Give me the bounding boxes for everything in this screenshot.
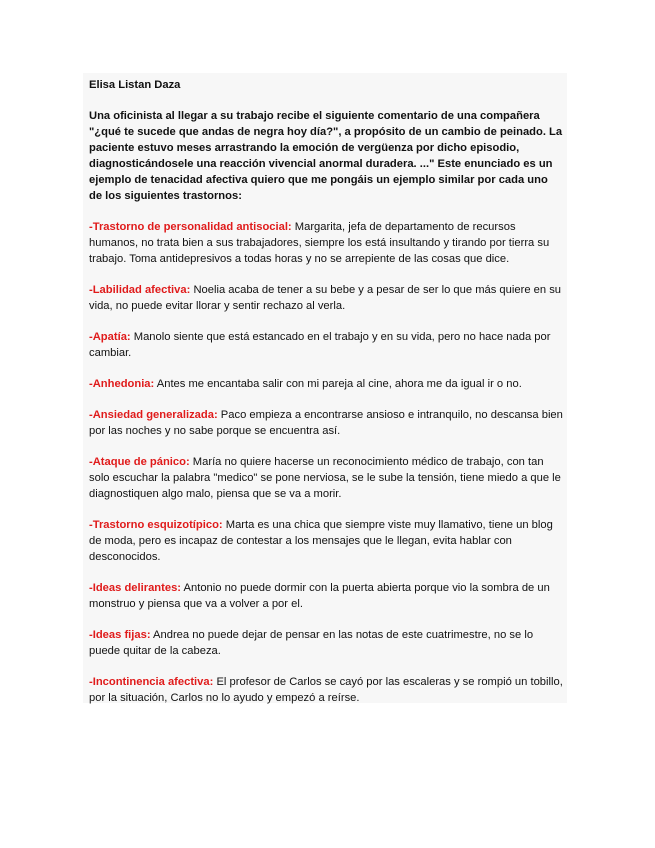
item-term: -Ideas fijas: — [89, 629, 151, 641]
list-item — [89, 454, 563, 502]
item-term: -Trastorno de personalidad antisocial: — [89, 221, 292, 233]
list-item — [89, 376, 563, 392]
item-term: -Ansiedad generalizada: — [89, 409, 218, 421]
list-item — [89, 282, 563, 314]
item-term: -Trastorno esquizotípico: — [89, 519, 223, 531]
item-term: -Apatía: — [89, 331, 131, 343]
item-text: Noelia acaba de tener a su bebe y a pesar de ser lo que más quiere en su vida, no puede evitar llorar y sentir rechazo al verla. — [89, 284, 562, 312]
item-term: -Ideas delirantes: — [89, 582, 182, 594]
item-text: Antonio no puede dormir con la puerta abierta porque vio la sombra de un monstruo y piensa que va a volver a por el. — [89, 582, 550, 610]
item-text: Paco empieza a encontrarse ansioso e intranquilo, no descansa bien por las noches y no sabe porque se encuentra así. — [89, 409, 563, 437]
item-text: María no quiere hacerse un reconocimiento médico de trabajo, con tan solo escuchar la palabra "medico" se pone nerviosa, se le sube la tensión, tiene miedo a que le diagnostiquen algo malo, piensa que se va a morir. — [89, 456, 561, 500]
list-item — [89, 674, 563, 706]
list-item — [89, 517, 563, 565]
list-item — [89, 407, 563, 439]
item-text: Margarita, jefa de departamento de recursos humanos, no trata bien a sus trabajadores, siempre los está insultando y tirando por tierra su trabajo. Toma antidepresivos a todas horas y no se arrepiente de las cosas que dice. — [89, 221, 550, 265]
item-text: Manolo siente que está estancado en el trabajo y en su vida, pero no hace nada por cambiar. — [89, 331, 551, 359]
intro-paragraph: Una oficinista al llegar a su trabajo recibe el siguiente comentario de una compañera "¿qué te sucede que andas de negra hoy día?", a propósito de un cambio de peinado. La paciente estuvo meses arrastrando la emoción de vergüenza por dicho episodio, diagnosticándosele una reacción vivencial anormal duradera. ..." Este enunciado es un ejemplo de tenacidad afectiva quiero que me pongáis un ejemplo similar por cada uno de los siguientes trastornos: — [89, 110, 563, 202]
author-name: Elisa Listan Daza — [89, 79, 181, 91]
item-text: Marta es una chica que siempre viste muy llamativo, tiene un blog de moda, pero es incapaz de contestar a los mensajes que le llegan, evita hablar con desconocidos. — [89, 519, 553, 563]
list-item — [89, 219, 563, 267]
list-item — [89, 580, 563, 612]
item-text: Antes me encantaba salir con mi pareja al cine, ahora me da igual ir o no. — [154, 378, 522, 390]
item-term: -Anhedonia: — [89, 378, 155, 390]
document-body — [89, 77, 563, 721]
item-text: El profesor de Carlos se cayó por las escaleras y se rompió un tobillo, por la situación, Carlos no lo ayudo y empezó a reírse. — [89, 676, 563, 704]
item-term: -Ataque de pánico: — [89, 456, 190, 468]
item-term: -Incontinencia afectiva: — [89, 676, 214, 688]
list-item — [89, 329, 563, 361]
item-text: Andrea no puede dejar de pensar en las notas de este cuatrimestre, no se lo puede quitar de la cabeza. — [89, 629, 534, 657]
list-item — [89, 627, 563, 659]
item-term: -Labilidad afectiva: — [89, 284, 191, 296]
